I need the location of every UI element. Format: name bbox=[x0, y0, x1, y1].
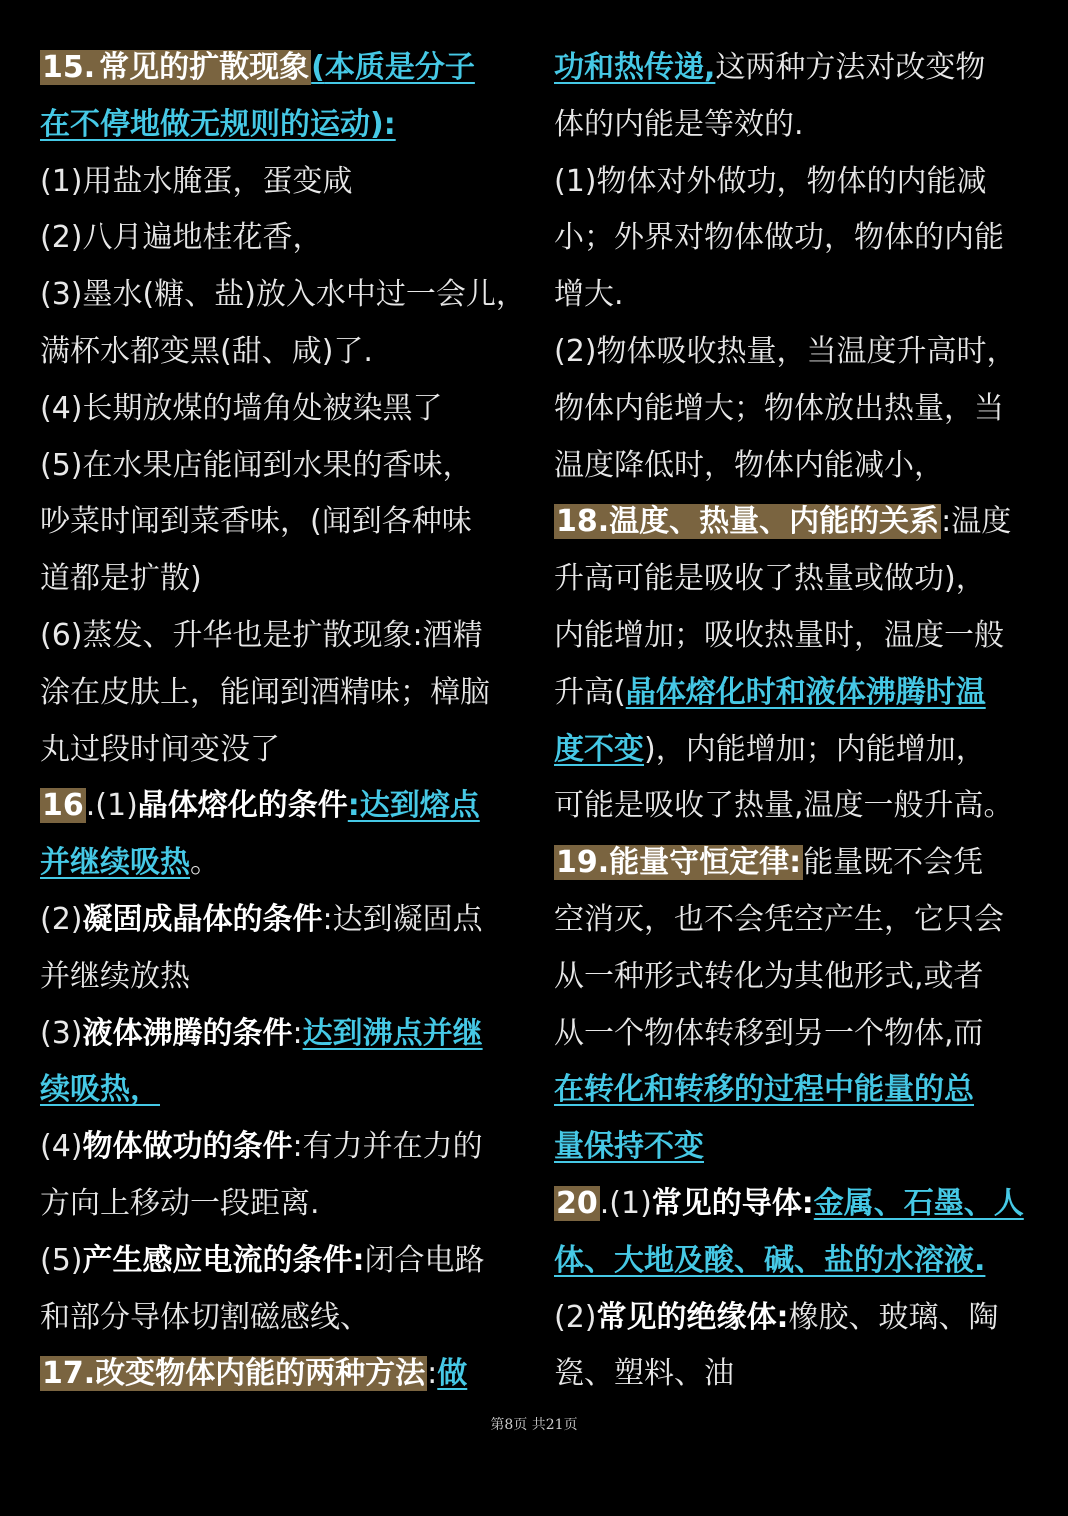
body-text: .(1) bbox=[599, 1185, 652, 1221]
body-text: (2) bbox=[40, 901, 83, 937]
text-line bbox=[40, 1290, 520, 1347]
body-text: :有力并在力的 bbox=[292, 1129, 483, 1165]
key-term: 液体沸腾的条件 bbox=[82, 1015, 293, 1051]
body-text: 瓷、塑料、油 bbox=[554, 1356, 734, 1392]
body-text: 涂在皮肤上，能闻到酒精味；樟脑 bbox=[40, 674, 490, 710]
text-line bbox=[554, 722, 1044, 779]
body-text: (1)用盐水腌蛋，蛋变咸 bbox=[40, 163, 353, 199]
text-line bbox=[554, 1006, 1044, 1063]
body-text: 方向上移动一段距离. bbox=[40, 1185, 320, 1221]
emphasis-text: 体、大地及酸、碱、盐的水溶液. bbox=[554, 1242, 986, 1278]
text-line bbox=[40, 324, 520, 381]
emphasis-text: 做 bbox=[437, 1356, 468, 1392]
body-text: (2) bbox=[554, 1299, 597, 1335]
text-line bbox=[40, 154, 520, 211]
text-line bbox=[554, 949, 1044, 1006]
section-heading: 17.改变物体内能的两种方法 bbox=[42, 1356, 426, 1392]
key-term: 常见的绝缘体: bbox=[596, 1299, 789, 1335]
key-term: 凝固成晶体的条件 bbox=[82, 901, 323, 937]
section-heading: 20 bbox=[556, 1185, 598, 1221]
text-line bbox=[40, 210, 520, 267]
body-text: .(1) bbox=[85, 788, 138, 824]
text-line bbox=[554, 97, 1044, 154]
text-line bbox=[554, 1119, 1044, 1176]
text-line bbox=[40, 551, 520, 608]
emphasis-text: 量保持不变 bbox=[554, 1129, 704, 1165]
body-text: 内能增加；吸收热量时，温度一般 bbox=[554, 617, 1004, 653]
section-heading: 15. bbox=[42, 50, 96, 85]
key-term: 晶体熔化的条件 bbox=[137, 788, 348, 824]
body-text: 体的内能是等效的. bbox=[554, 106, 804, 142]
body-text: 丸过段时间变没了 bbox=[40, 731, 280, 767]
text-line bbox=[40, 381, 520, 438]
key-term: 产生感应电流的条件: bbox=[82, 1242, 365, 1278]
section-heading: 19.能量守恒定律: bbox=[556, 845, 802, 881]
text-line bbox=[554, 1290, 1044, 1347]
body-text: (6)蒸发、升华也是扩散现象:酒精 bbox=[40, 617, 483, 653]
body-text: (1)物体对外做功，物体的内能减 bbox=[554, 163, 987, 199]
text-line bbox=[554, 665, 1044, 722]
emphasis-text: 度不变 bbox=[554, 731, 644, 767]
text-line bbox=[40, 97, 520, 154]
text-line bbox=[554, 494, 1044, 551]
text-line bbox=[554, 210, 1044, 267]
emphasis-text: 功和热传递, bbox=[554, 50, 716, 85]
emphasis-text: 在不停地做无规则的运动): bbox=[40, 106, 396, 142]
body-text: 闭合电路 bbox=[364, 1242, 485, 1278]
emphasis-text: 并继续吸热 bbox=[40, 845, 190, 881]
key-term: 常见的导体: bbox=[651, 1185, 814, 1221]
body-text: 可能是吸收了热量,温度一般升高。 bbox=[554, 788, 1014, 824]
text-line bbox=[40, 665, 520, 722]
body-text: (2)物体吸收热量，当温度升高时， bbox=[554, 333, 1017, 369]
text-line bbox=[40, 892, 520, 949]
body-text: :温度 bbox=[941, 504, 1012, 540]
body-text: (4) bbox=[40, 1129, 83, 1165]
body-text: : bbox=[292, 1015, 303, 1051]
text-line bbox=[554, 892, 1044, 949]
body-text: (2)八月遍地桂花香， bbox=[40, 220, 323, 256]
text-line bbox=[40, 40, 520, 97]
emphasis-text: ( bbox=[311, 50, 325, 85]
body-text: 能量既不会凭 bbox=[803, 845, 984, 881]
text-line bbox=[554, 608, 1044, 665]
emphasis-text: 在转化和转移的过程中能量的总 bbox=[554, 1072, 974, 1108]
text-line bbox=[40, 494, 520, 551]
emphasis-text: 晶体熔化时和液体沸腾时温 bbox=[625, 674, 986, 710]
key-term: 物体做功的条件 bbox=[82, 1129, 293, 1165]
text-line bbox=[554, 40, 1044, 97]
section-heading: 常见的扩散现象 bbox=[99, 50, 310, 85]
emphasis-text: 达到沸点并继 bbox=[302, 1015, 483, 1051]
body-text: 。 bbox=[190, 845, 220, 881]
body-text: 并继续放热 bbox=[40, 958, 190, 994]
text-line bbox=[40, 608, 520, 665]
emphasis-text: 本质是分子 bbox=[324, 50, 475, 85]
body-text: 道都是扩散) bbox=[40, 561, 202, 597]
text-line bbox=[554, 835, 1044, 892]
section-heading: 18.温度、热量、内能的关系 bbox=[556, 504, 940, 540]
text-line bbox=[554, 324, 1044, 381]
body-text: 物体内能增大；物体放出热量，当 bbox=[554, 390, 1004, 426]
emphasis-text: 金属、石墨、人 bbox=[813, 1185, 1024, 1221]
body-text: (3)墨水(糖、盐)放入水中过一会儿， bbox=[40, 277, 526, 313]
body-text: 从一个物体转移到另一个物体,而 bbox=[554, 1015, 984, 1051]
body-text: 升高( bbox=[554, 674, 626, 710]
text-line bbox=[40, 267, 526, 324]
section-heading: 16 bbox=[42, 788, 84, 824]
text-line bbox=[554, 1176, 1044, 1233]
text-line bbox=[40, 835, 520, 892]
text-line bbox=[554, 154, 1044, 211]
body-text: 满杯水都变黑(甜、咸)了. bbox=[40, 333, 373, 369]
body-text: 小；外界对物体做功，物体的内能 bbox=[554, 220, 1004, 256]
text-line bbox=[554, 381, 1044, 438]
text-line bbox=[40, 1006, 520, 1063]
text-line bbox=[40, 949, 520, 1006]
text-line bbox=[554, 438, 1044, 495]
left-column bbox=[40, 40, 526, 1403]
body-text: 空消灭，也不会凭空产生，它只会 bbox=[554, 901, 1004, 937]
text-line bbox=[554, 1346, 1044, 1403]
text-line bbox=[554, 267, 1044, 324]
text-line bbox=[40, 1062, 520, 1119]
text-line bbox=[554, 551, 1044, 608]
body-text: (4)长期放煤的墙角处被染黑了 bbox=[40, 390, 443, 426]
emphasis-text: :达到熔点 bbox=[347, 788, 480, 824]
text-line bbox=[40, 1233, 520, 1290]
body-text: 温度降低时，物体内能减小， bbox=[554, 447, 944, 483]
body-text: 从一种形式转化为其他形式,或者 bbox=[554, 958, 984, 994]
body-text: )，内能增加；内能增加， bbox=[644, 731, 986, 767]
text-line bbox=[554, 778, 1044, 835]
body-text: 增大. bbox=[554, 277, 624, 313]
text-line bbox=[554, 1233, 1044, 1290]
text-line bbox=[554, 1062, 1044, 1119]
text-line bbox=[40, 1119, 520, 1176]
right-column bbox=[554, 40, 1044, 1403]
body-text: (5) bbox=[40, 1242, 83, 1278]
body-text: (3) bbox=[40, 1015, 83, 1051]
body-text: 这两种方法对改变物 bbox=[715, 50, 986, 85]
text-line bbox=[40, 1346, 520, 1403]
body-text: (5)在水果店能闻到水果的香味， bbox=[40, 447, 473, 483]
page-footer: 第8页 共21页 bbox=[490, 1417, 578, 1433]
text-line bbox=[40, 438, 520, 495]
body-text: : bbox=[427, 1356, 438, 1392]
emphasis-text: 续吸热， bbox=[40, 1072, 160, 1108]
body-text: 升高可能是吸收了热量或做功)， bbox=[554, 561, 986, 597]
body-text: 吵菜时闻到菜香味，(闻到各种味 bbox=[40, 504, 472, 540]
text-line bbox=[40, 722, 520, 779]
body-text: 橡胶、玻璃、陶 bbox=[788, 1299, 999, 1335]
body-text: :达到凝固点 bbox=[322, 901, 483, 937]
body-text: 和部分导体切割磁感线、 bbox=[40, 1299, 370, 1335]
text-line bbox=[40, 1176, 520, 1233]
text-line bbox=[40, 778, 520, 835]
